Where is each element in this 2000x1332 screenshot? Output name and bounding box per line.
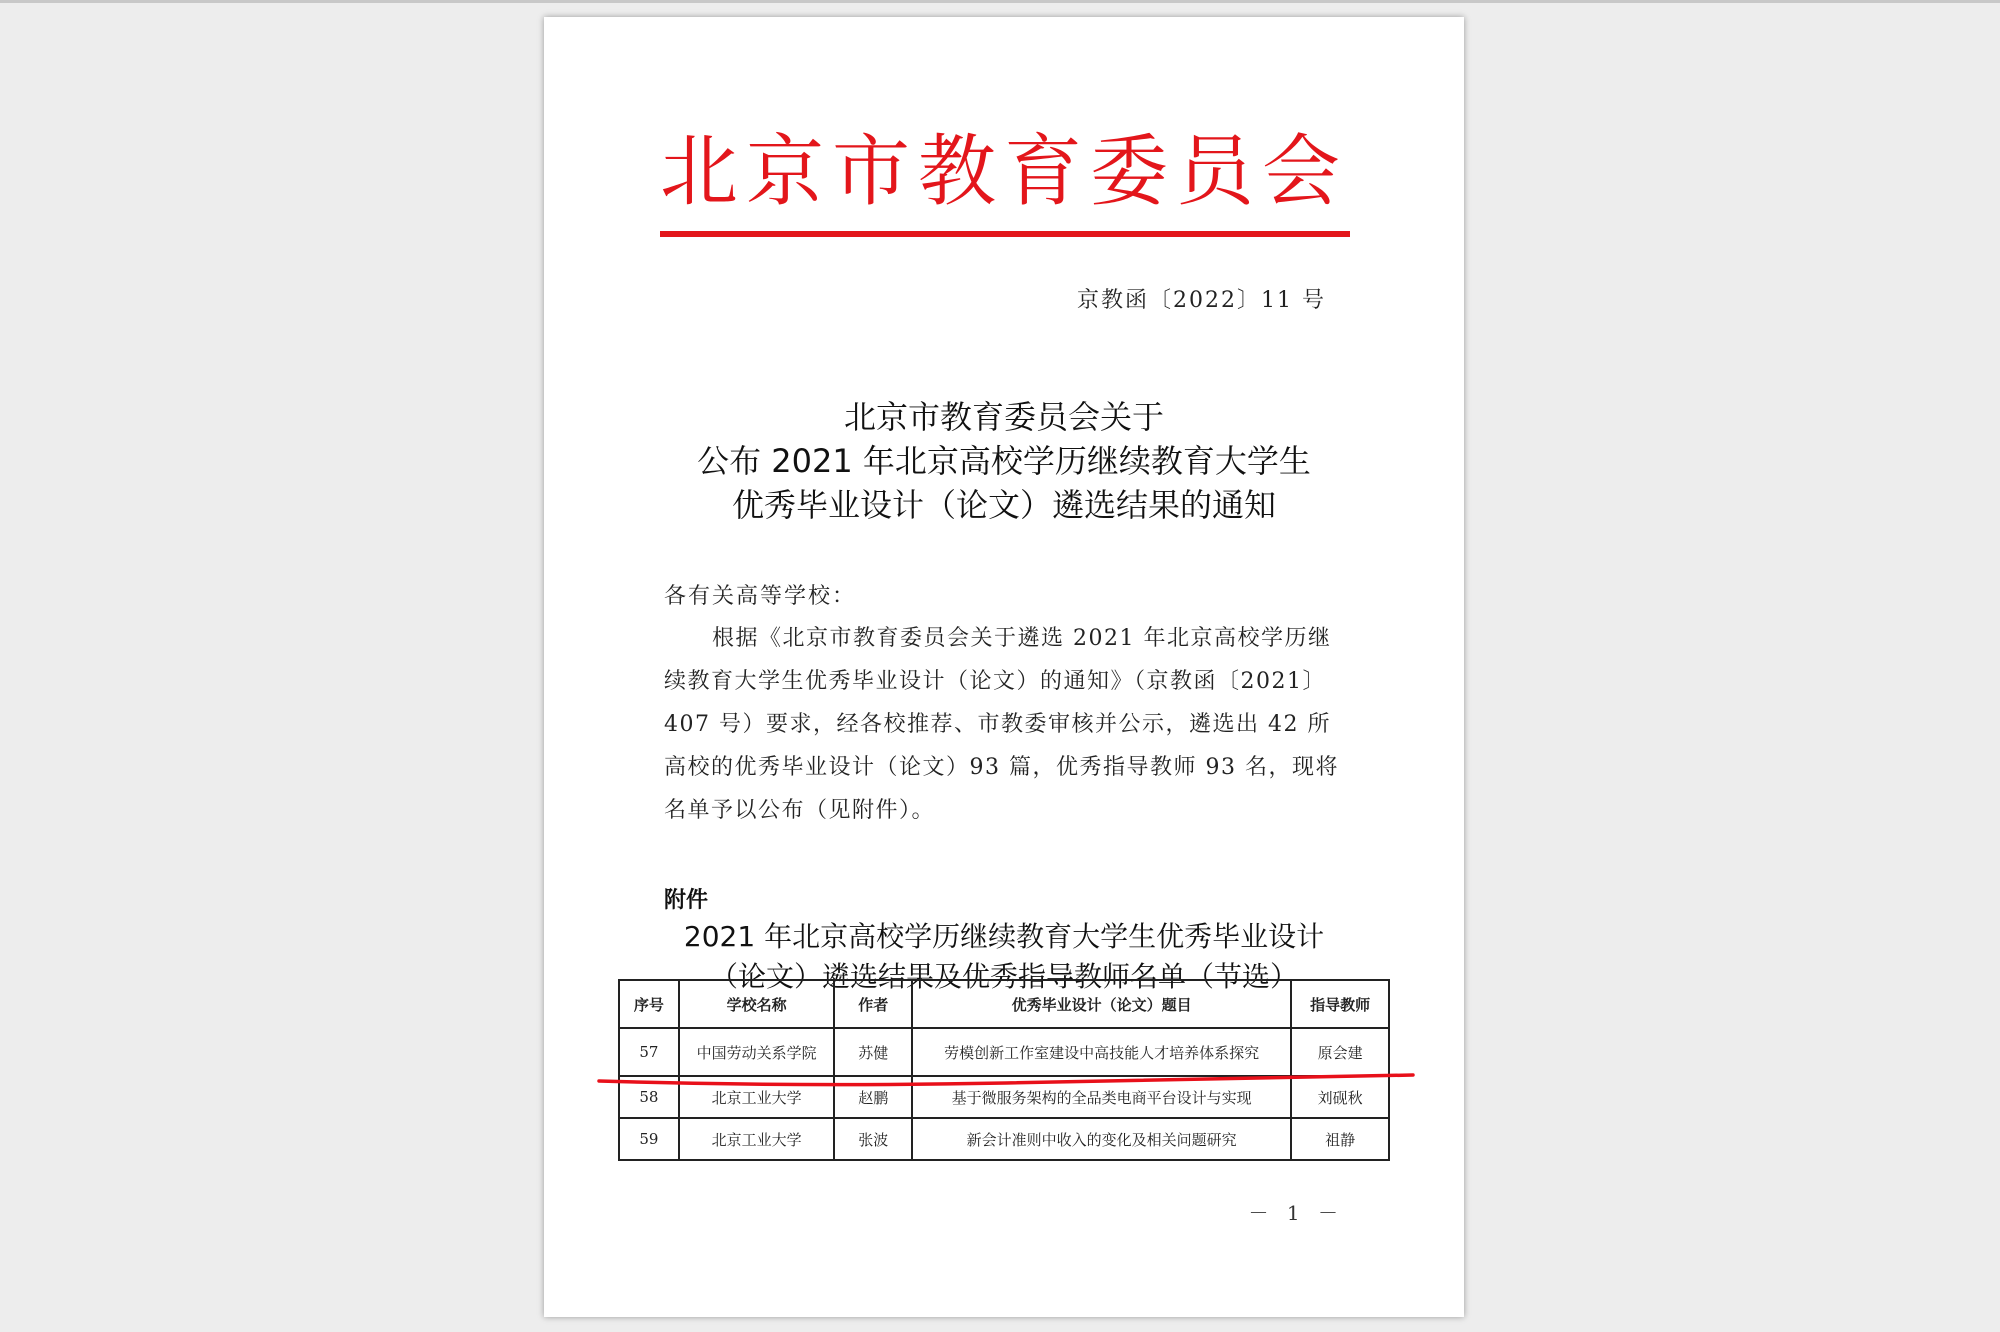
cell-author: 张波 [834,1118,912,1160]
cell-school: 北京工业大学 [679,1076,835,1118]
header-advisor: 指导教师 [1291,980,1389,1028]
table-row [619,1118,1389,1160]
document-page [544,17,1464,1317]
body-line: 高校的优秀毕业设计（论文）93 篇，优秀指导教师 93 名，现将 [664,755,1339,780]
notice-title-line: 公布 2021 年北京高校学历继续教育大学生 [697,442,1311,480]
document-number: 京教函〔2022〕11 号 [1077,288,1326,313]
page-number: － 1 － [1248,1201,1344,1225]
cell-school: 中国劳动关系学院 [679,1028,835,1076]
cell-advisor: 刘砚秋 [1291,1076,1389,1118]
notice-title-line: 优秀毕业设计（论文）遴选结果的通知 [731,486,1276,524]
cell-school: 北京工业大学 [679,1118,835,1160]
body-line: 根据《北京市教育委员会关于遴选 2021 年北京高校学历继 [712,626,1332,651]
header-author: 作者 [834,980,912,1028]
body-line: 名单予以公布（见附件）。 [664,798,936,823]
cell-author: 苏健 [834,1028,912,1076]
cell-advisor: 祖静 [1291,1118,1389,1160]
header-index: 序号 [619,980,679,1028]
table-header-row [619,980,1389,1028]
attachment-title-line: （论文）遴选结果及优秀指导教师名单（节选） [709,960,1298,993]
header-school: 学校名称 [679,980,835,1028]
attachment-label: 附件 [664,888,709,913]
salutation: 各有关高等学校： [664,584,857,609]
cell-thesis-title: 新会计准则中收入的变化及相关问题研究 [912,1118,1291,1160]
cell-thesis-title: 劳模创新工作室建设中高技能人才培养体系探究 [912,1028,1291,1076]
cell-advisor: 原会建 [1291,1028,1389,1076]
viewer-top-border [0,0,2000,3]
notice-title-line: 北京市教育委员会关于 [843,398,1164,436]
cell-author: 赵鹏 [834,1076,912,1118]
body-line: 407 号）要求，经各校推荐、市教委审核并公示，遴选出 42 所 [664,712,1331,737]
body-paragraph [664,617,1354,832]
masthead-title: 北京市教育委员会 [659,127,1348,217]
cell-thesis-title: 基于微服务架构的全品类电商平台设计与实现 [912,1076,1291,1118]
attachment-title-line: 2021 年北京高校学历继续教育大学生优秀毕业设计 [683,920,1325,953]
cell-index: 59 [619,1118,679,1160]
cell-index: 57 [619,1028,679,1076]
masthead-red-rule [660,231,1350,237]
body-line: 续教育大学生优秀毕业设计（论文）的通知》（京教函〔2021〕 [664,669,1326,694]
header-thesis-title: 优秀毕业设计（论文）题目 [912,980,1291,1028]
red-underline-annotation [597,1067,1415,1089]
notice-title [544,395,1464,527]
cell-index: 58 [619,1076,679,1118]
